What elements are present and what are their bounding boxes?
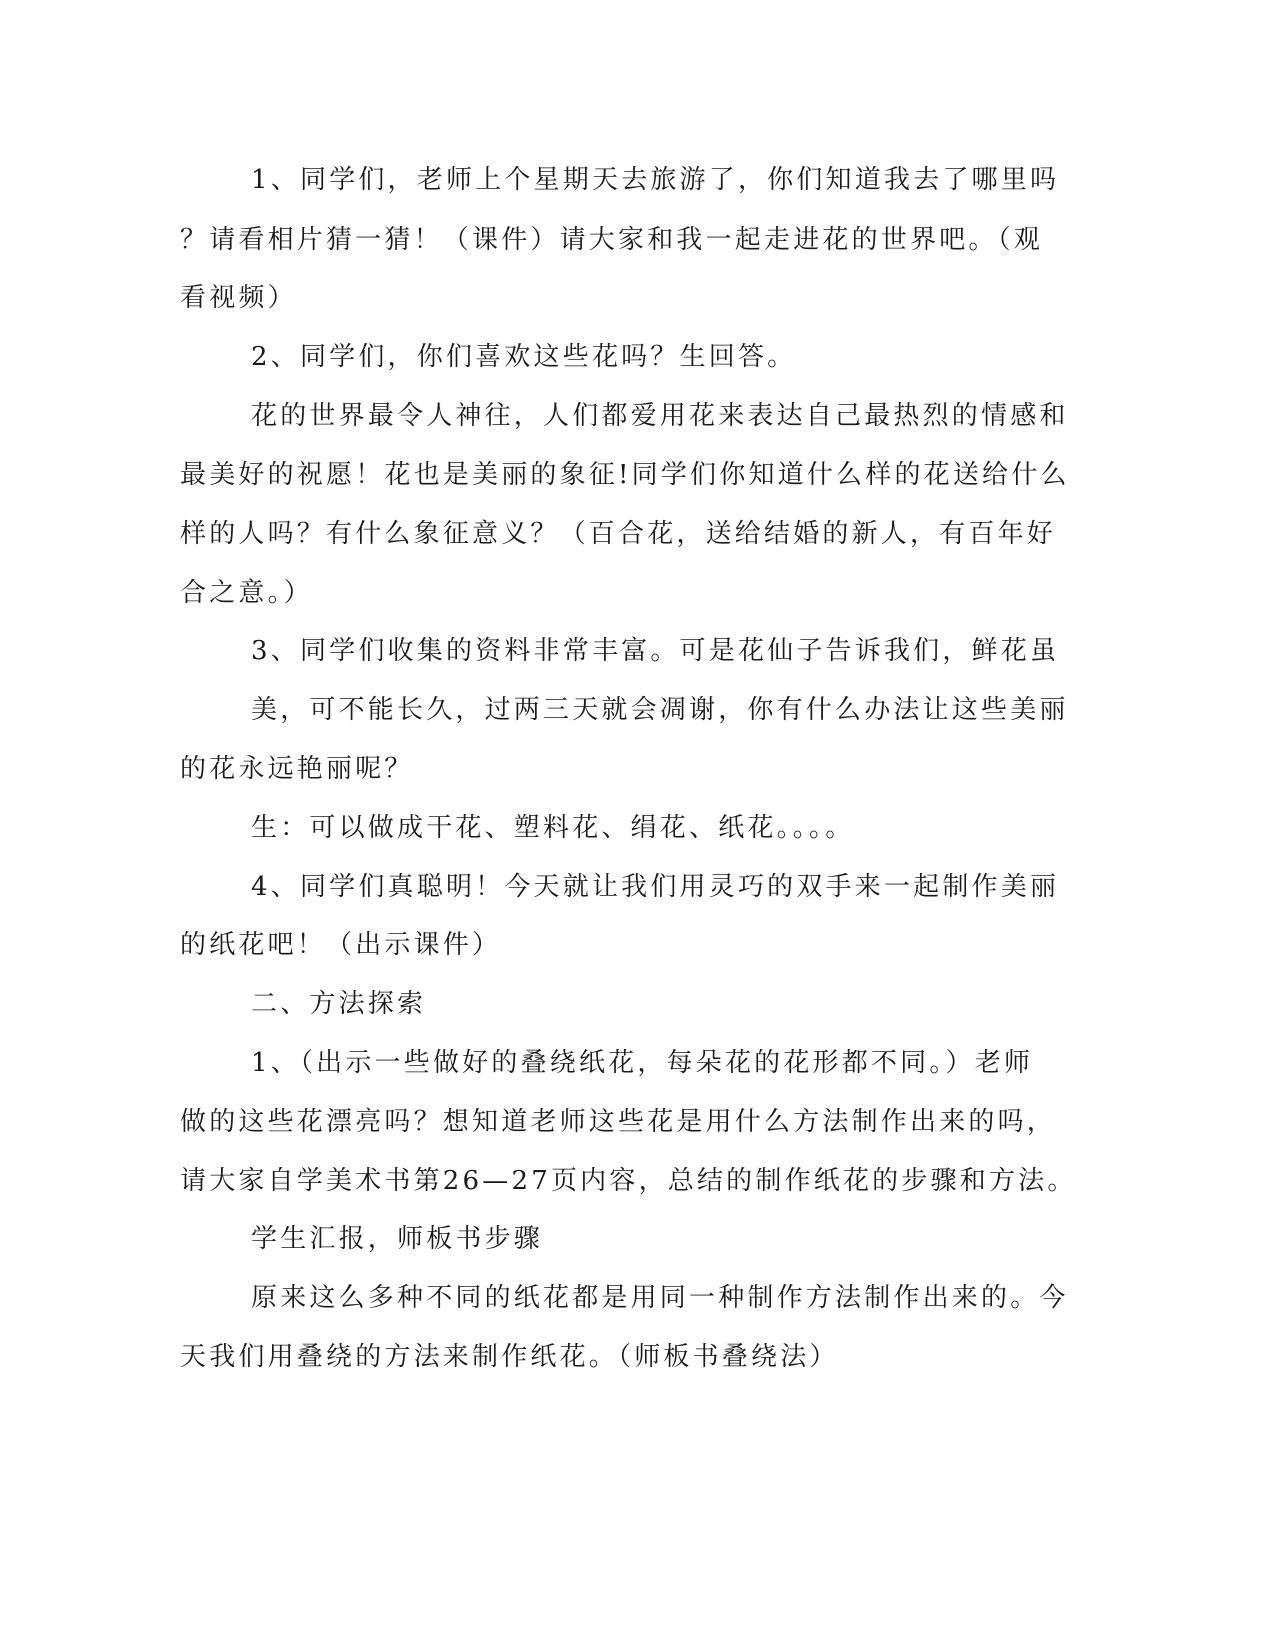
text-line-8: 合之意。） — [180, 578, 314, 608]
text-line-2: ？请看相片猜一猜！（课件）请大家和我一起走进花的世界吧。（观 — [180, 225, 1044, 255]
text-line-19: 学生汇报，师板书步骤 — [251, 1224, 544, 1254]
text-line-5: 花的世界最令人神往，人们都爱用花来表达自己最热烈的情感和 — [251, 401, 1069, 431]
text-line-11: 的花永远艳丽呢？ — [180, 754, 414, 784]
text-line-17: 做的这些花漂亮吗？想知道老师这些花是用什么方法制作出来的吗， — [180, 1107, 1057, 1137]
text-line-4: 2、同学们，你们喜欢这些花吗？生回答。 — [251, 342, 797, 372]
text-line-13: 4、同学们真聪明！今天就让我们用灵巧的双手来一起制作美丽 — [251, 872, 1060, 902]
text-line-16: 1、（出示一些做好的叠绕纸花，每朵花的花形都不同。）老师 — [251, 1048, 1034, 1078]
text-line-20: 原来这么多种不同的纸花都是用同一种制作方法制作出来的。今 — [251, 1283, 1069, 1313]
text-line-15: 二、方法探索 — [251, 989, 427, 1019]
text-line-9: 3、同学们收集的资料非常丰富。可是花仙子告诉我们，鲜花虽 — [251, 636, 1060, 666]
text-line-12: 生：可以做成干花、塑料花、绢花、纸花。。。。 — [251, 813, 855, 843]
text-line-14: 的纸花吧！（出示课件） — [180, 930, 502, 960]
text-line-18: 请大家自学美术书第26—27页内容，总结的制作纸花的步骤和方法。 — [180, 1166, 1077, 1196]
text-line-10: 美，可不能长久，过两三天就会凋谢，你有什么办法让这些美丽 — [251, 695, 1069, 725]
text-line-7: 样的人吗？有什么象征意义？（百合花，送给结婚的新人，有百年好 — [180, 519, 1057, 549]
text-line-3: 看视频） — [180, 283, 297, 313]
text-line-6: 最美好的祝愿！花也是美丽的象征!同学们你知道什么样的花送给什么 — [180, 460, 1070, 490]
text-line-21: 天我们用叠绕的方法来制作纸花。（师板书叠绕法） — [180, 1342, 839, 1372]
text-line-1: 1、同学们，老师上个星期天去旅游了，你们知道我去了哪里吗 — [251, 165, 1060, 195]
